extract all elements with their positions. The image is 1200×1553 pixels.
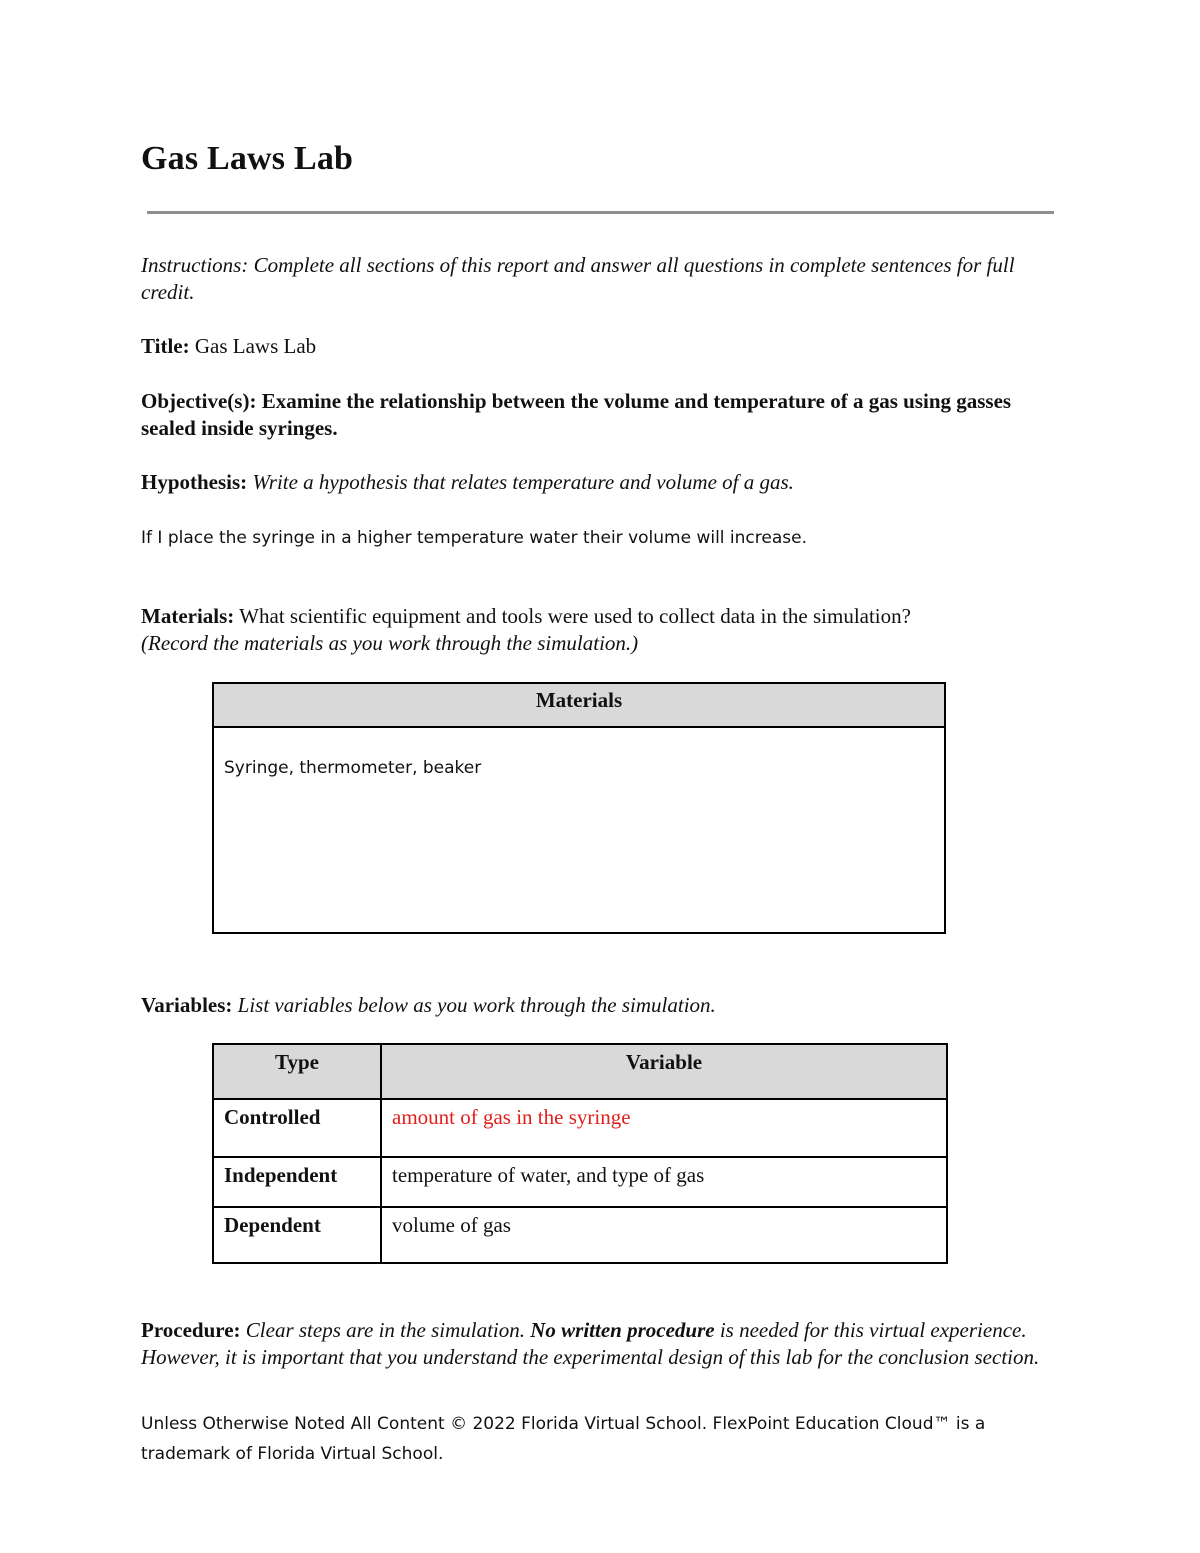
title-field [141, 333, 1056, 360]
table-row [213, 1157, 947, 1207]
instructions-text: Instructions: Complete all sections of this report and answer all questions in complete sentences for full credit. [141, 253, 1015, 304]
materials-table [212, 682, 946, 934]
hypothesis-answer: If I place the syringe in a higher temperature water their volume will increase. [141, 528, 807, 548]
materials-label: Materials: [141, 604, 235, 628]
variables-label: Variables: [141, 993, 233, 1017]
copyright-footer [141, 1409, 1041, 1469]
title-divider [147, 211, 1054, 214]
materials-table-value: Syringe, thermometer, beaker [213, 727, 945, 933]
hypothesis-prompt: Write a hypothesis that relates temperature and volume of a gas. [252, 470, 794, 494]
table-row [213, 1207, 947, 1263]
procedure-text-1: Clear steps are in the simulation. [245, 1318, 525, 1342]
procedure-emphasis: No written procedure [530, 1318, 715, 1342]
variables-header-type: Type [213, 1044, 381, 1099]
materials-note: (Record the materials as you work through the simulation.) [141, 631, 639, 655]
footer-line-2: trademark of Florida Virtual School. [141, 1444, 444, 1464]
variable-type-cell: Dependent [213, 1207, 381, 1263]
footer-line-1: Unless Otherwise Noted All Content © 2022 Florida Virtual School. FlexPoint Education Cloud™ is a [141, 1414, 986, 1434]
variable-type-cell: Independent [213, 1157, 381, 1207]
title-field-value: Gas Laws Lab [194, 334, 317, 358]
materials-prompt: What scientific equipment and tools were used to collect data in the simulation? [239, 604, 911, 628]
objective-label: Objective(s): [141, 389, 257, 413]
variable-type-cell: Controlled [213, 1099, 381, 1157]
hypothesis-field [141, 469, 1056, 496]
materials-field [141, 603, 1056, 657]
document-title: Gas Laws Lab [141, 140, 354, 177]
table-row [213, 1099, 947, 1157]
procedure-label: Procedure: [141, 1318, 241, 1342]
variables-prompt: List variables below as you work through the simulation. [237, 993, 716, 1017]
procedure-text-2: is needed for this virtual experience. However, it is important that you understand the experimental design of this lab for the conclusion section. [141, 1318, 1040, 1369]
materials-table-header: Materials [213, 683, 945, 727]
variables-table [212, 1043, 948, 1264]
objective-field [141, 388, 1056, 442]
variables-field [141, 992, 1056, 1019]
procedure-field [141, 1317, 1056, 1371]
variable-value-cell: temperature of water, and type of gas [381, 1157, 947, 1207]
variables-header-variable: Variable [381, 1044, 947, 1099]
title-field-label: Title: [141, 334, 190, 358]
variable-value-cell: amount of gas in the syringe [381, 1099, 947, 1157]
objective-value: Examine the relationship between the volume and temperature of a gas using gasses sealed inside syringes. [141, 389, 1012, 440]
variable-value-cell: volume of gas [381, 1207, 947, 1263]
hypothesis-label: Hypothesis: [141, 470, 248, 494]
